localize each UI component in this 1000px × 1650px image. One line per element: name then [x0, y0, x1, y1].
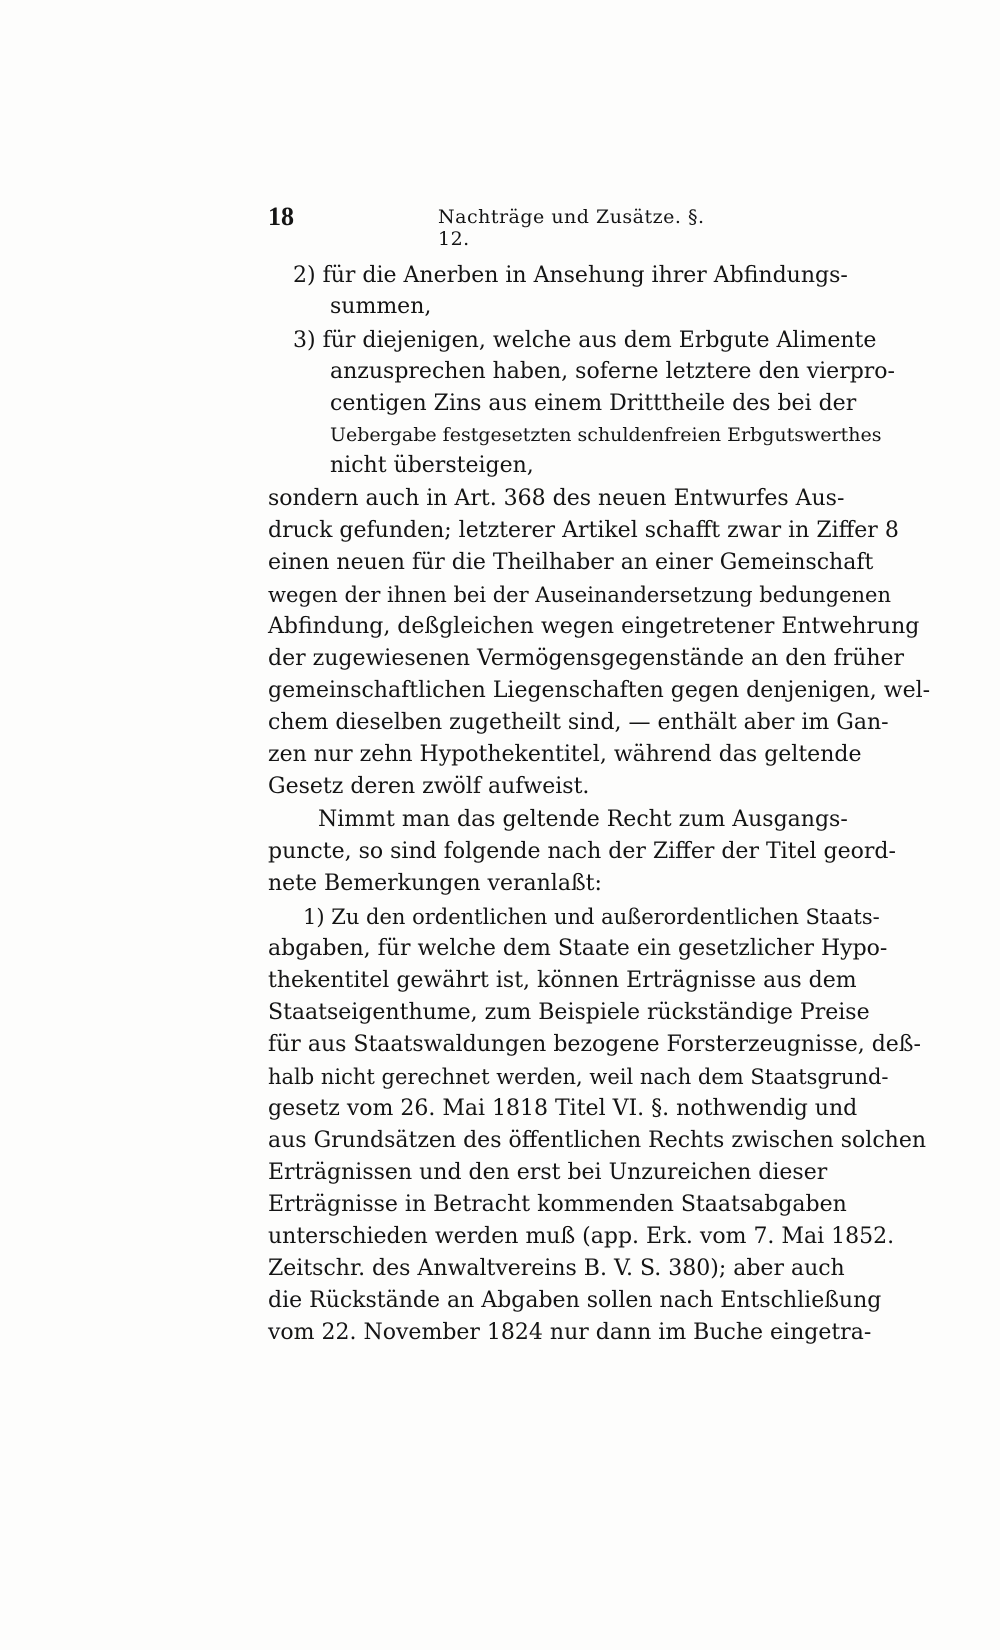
- text-line: thekentitel gewährt ist, können Erträgnisse aus dem: [268, 968, 857, 993]
- text-line: Erträgnisse in Betracht kommenden Staatsabgaben: [268, 1192, 847, 1217]
- text-line: 1) Zu den ordentlichen und außerordentlichen Staats-: [303, 905, 880, 929]
- text-line: unterschieden werden muß (app. Erk. vom 7. Mai 1852.: [268, 1224, 895, 1249]
- text-line: puncte, so sind folgende nach der Ziffer der Titel geord-: [268, 839, 896, 864]
- text-line: für aus Staatswaldungen bezogene Forsterzeugnisse, deß-: [268, 1032, 921, 1057]
- text-line: der zugewiesenen Vermögensgegenstände an den früher: [268, 646, 905, 671]
- text-line: nicht übersteigen,: [330, 453, 534, 478]
- text-line: sondern auch in Art. 368 des neuen Entwurfes Aus-: [268, 486, 845, 511]
- text-line: druck gefunden; letzterer Artikel schafft zwar in Ziffer 8: [268, 518, 899, 543]
- text-line: wegen der ihnen bei der Auseinandersetzung bedungenen: [268, 583, 891, 607]
- text-line: Abfindung, deßgleichen wegen eingetretener Entwehrung: [268, 614, 920, 639]
- text-line: centigen Zins aus einem Dritttheile des bei der: [330, 391, 857, 416]
- text-line: abgaben, für welche dem Staate ein gesetzlicher Hypo-: [268, 936, 888, 961]
- text-line: 2) für die Anerben in Ansehung ihrer Abfindungs-: [293, 263, 848, 288]
- text-line: die Rückstände an Abgaben sollen nach Entschließung: [268, 1288, 882, 1313]
- text-line: Uebergabe festgesetzten schuldenfreien Erbgutswerthes: [330, 424, 882, 446]
- text-line: anzusprechen haben, soferne letztere den vierpro-: [330, 359, 895, 384]
- running-head: Nachträge und Zusätze. §. 12.: [438, 206, 705, 250]
- text-line: gesetz vom 26. Mai 1818 Titel VI. §. nothwendig und: [268, 1096, 858, 1121]
- text-line: gemeinschaftlichen Liegenschaften gegen denjenigen, wel-: [268, 678, 931, 703]
- text-line: nete Bemerkungen veranlaßt:: [268, 871, 602, 896]
- page-header: [268, 202, 733, 250]
- text-line: Staatseigenthume, zum Beispiele rückständige Preise: [268, 1000, 870, 1025]
- text-line: halb nicht gerechnet werden, weil nach dem Staatsgrund-: [268, 1065, 889, 1089]
- text-line: Erträgnissen und den erst bei Unzureichen dieser: [268, 1160, 828, 1185]
- text-line: zen nur zehn Hypothekentitel, während das geltende: [268, 742, 862, 767]
- text-line: summen,: [330, 294, 432, 319]
- text-line: chem dieselben zugetheilt sind, — enthält aber im Gan-: [268, 710, 889, 735]
- text-line: aus Grundsätzen des öffentlichen Rechts zwischen solchen: [268, 1128, 927, 1153]
- text-line: Zeitschr. des Anwaltvereins B. V. S. 380); aber auch: [268, 1256, 845, 1281]
- text-line: Nimmt man das geltende Recht zum Ausgangs-: [318, 807, 848, 832]
- page-number: 18: [268, 202, 294, 231]
- text-line: Gesetz deren zwölf aufweist.: [268, 774, 590, 799]
- text-line: 3) für diejenigen, welche aus dem Erbgute Alimente: [293, 328, 877, 353]
- text-line: einen neuen für die Theilhaber an einer Gemeinschaft: [268, 550, 874, 575]
- text-line: vom 22. November 1824 nur dann im Buche eingetra-: [268, 1320, 872, 1345]
